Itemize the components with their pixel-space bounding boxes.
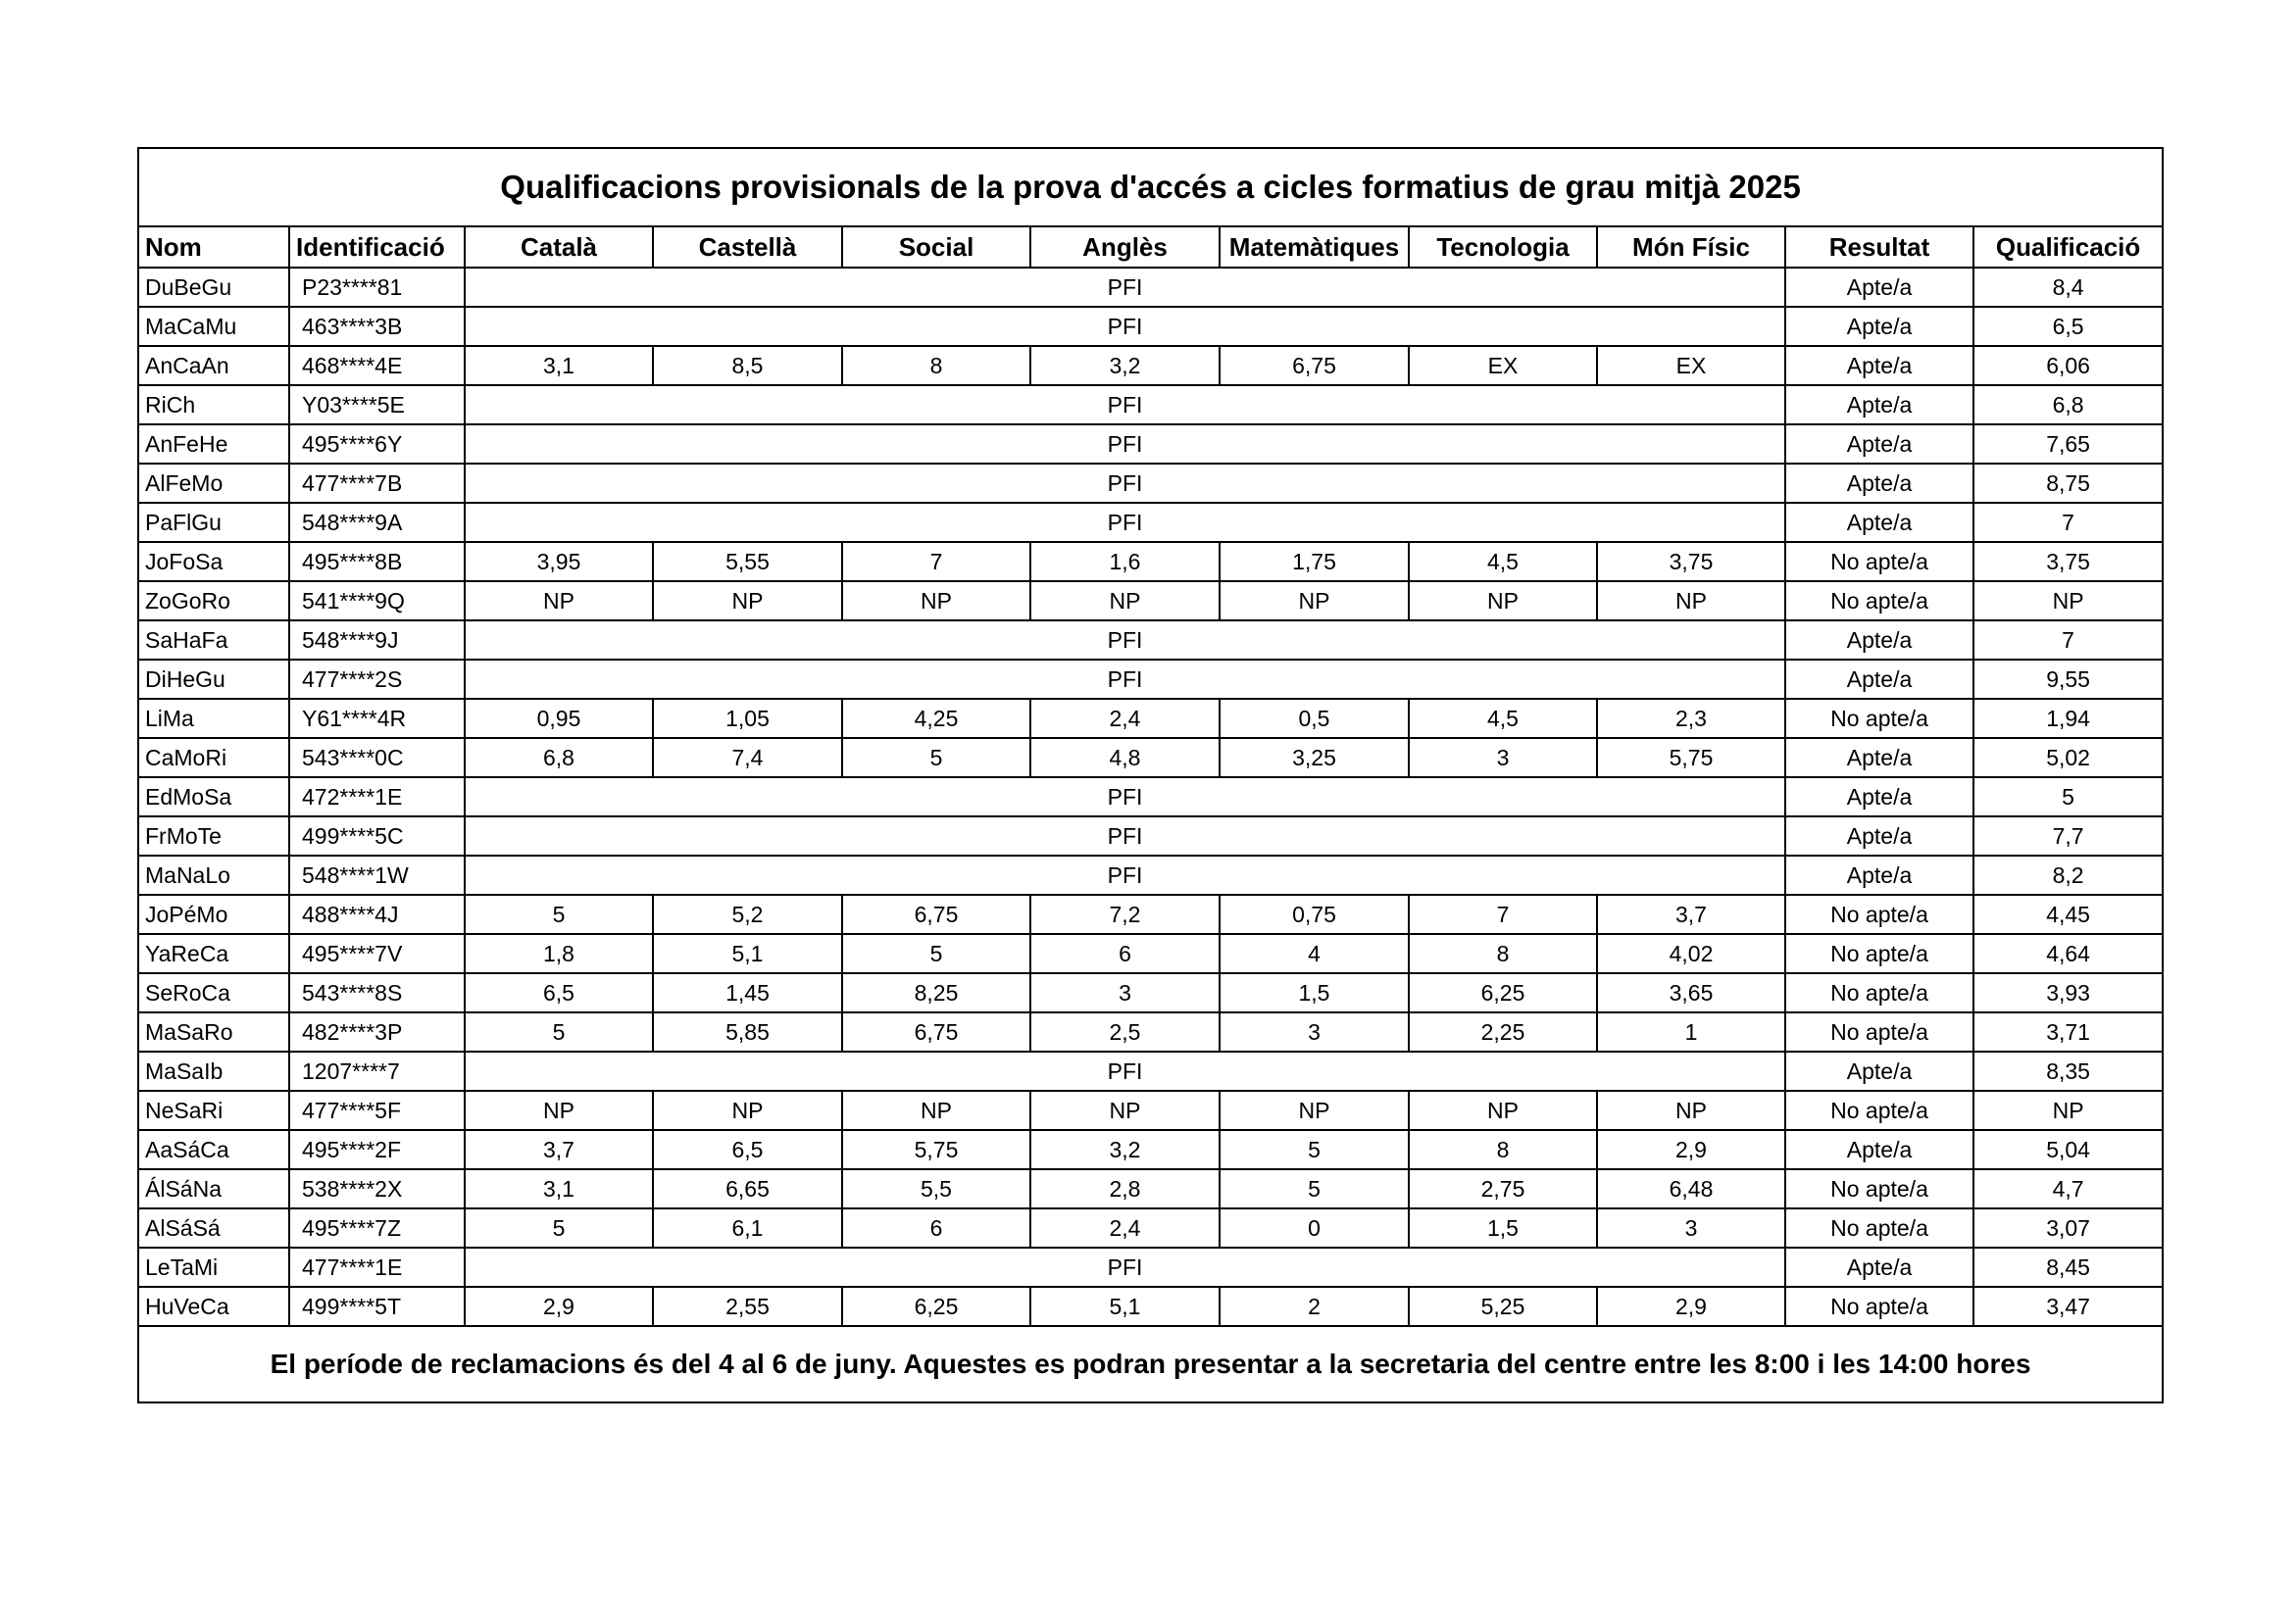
grade-cell: 6,75 — [1220, 346, 1409, 385]
pfi-cell: PFI — [465, 268, 1785, 307]
final-grade-cell: 8,2 — [1973, 856, 2163, 895]
table-row — [138, 1169, 2163, 1208]
grade-cell: 1,8 — [465, 934, 653, 973]
result-cell: Apte/a — [1785, 660, 1973, 699]
final-grade-cell: 1,94 — [1973, 699, 2163, 738]
table-row — [138, 1052, 2163, 1091]
student-id: 548****9A — [289, 503, 465, 542]
grade-cell: 6,65 — [653, 1169, 842, 1208]
grade-cell: 6,25 — [1409, 973, 1597, 1012]
grade-cell: NP — [1597, 1091, 1785, 1130]
grade-cell: EX — [1409, 346, 1597, 385]
table-row — [138, 699, 2163, 738]
column-header: Castellà — [653, 226, 842, 268]
grade-cell: 3,7 — [465, 1130, 653, 1169]
grades-table — [137, 147, 2164, 1403]
final-grade-cell: 4,7 — [1973, 1169, 2163, 1208]
column-header: Resultat — [1785, 226, 1973, 268]
final-grade-cell: 3,07 — [1973, 1208, 2163, 1248]
result-cell: No apte/a — [1785, 581, 1973, 620]
table-row — [138, 816, 2163, 856]
grade-cell: 2,55 — [653, 1287, 842, 1326]
student-name: LeTaMi — [138, 1248, 289, 1287]
table-row — [138, 934, 2163, 973]
column-header: Identificació — [289, 226, 465, 268]
grade-cell: 5,75 — [1597, 738, 1785, 777]
student-name: EdMoSa — [138, 777, 289, 816]
grade-cell: 3,65 — [1597, 973, 1785, 1012]
grade-cell: 4,02 — [1597, 934, 1785, 973]
final-grade-cell: 7 — [1973, 620, 2163, 660]
pfi-cell: PFI — [465, 307, 1785, 346]
pfi-cell: PFI — [465, 856, 1785, 895]
grade-cell: 5,75 — [842, 1130, 1030, 1169]
final-grade-cell: 9,55 — [1973, 660, 2163, 699]
grade-cell: 5,25 — [1409, 1287, 1597, 1326]
result-cell: Apte/a — [1785, 777, 1973, 816]
grade-cell: 4,5 — [1409, 542, 1597, 581]
final-grade-cell: 3,75 — [1973, 542, 2163, 581]
final-grade-cell: NP — [1973, 581, 2163, 620]
student-name: JoFoSa — [138, 542, 289, 581]
grade-cell: 2,8 — [1030, 1169, 1220, 1208]
table-row — [138, 346, 2163, 385]
result-cell: No apte/a — [1785, 1012, 1973, 1052]
result-cell: Apte/a — [1785, 503, 1973, 542]
column-header: Matemàtiques — [1220, 226, 1409, 268]
grade-cell: 6,75 — [842, 895, 1030, 934]
grade-cell: 2,4 — [1030, 1208, 1220, 1248]
grade-cell: 5 — [465, 895, 653, 934]
grade-cell: 2,9 — [1597, 1287, 1785, 1326]
grade-cell: 3,7 — [1597, 895, 1785, 934]
grade-cell: NP — [1409, 1091, 1597, 1130]
grade-cell: 3 — [1409, 738, 1597, 777]
pfi-cell: PFI — [465, 503, 1785, 542]
grade-cell: 3,1 — [465, 1169, 653, 1208]
grade-cell: 1,5 — [1220, 973, 1409, 1012]
pfi-cell: PFI — [465, 816, 1785, 856]
footer-note: El període de reclamacions és del 4 al 6 de juny. Aquestes es podran presentar a la secretaria del centre entre les 8:00 i les 14:00 hores — [138, 1326, 2163, 1402]
grade-cell: 3,1 — [465, 346, 653, 385]
grade-cell: 5,5 — [842, 1169, 1030, 1208]
grade-cell: 5 — [465, 1208, 653, 1248]
grade-cell: 2,5 — [1030, 1012, 1220, 1052]
student-id: 499****5C — [289, 816, 465, 856]
student-name: CaMoRi — [138, 738, 289, 777]
student-name: RiCh — [138, 385, 289, 424]
student-id: 543****8S — [289, 973, 465, 1012]
student-name: SeRoCa — [138, 973, 289, 1012]
final-grade-cell: 7,65 — [1973, 424, 2163, 464]
column-header: Català — [465, 226, 653, 268]
pfi-cell: PFI — [465, 385, 1785, 424]
student-name: YaReCa — [138, 934, 289, 973]
grade-cell: 5,55 — [653, 542, 842, 581]
student-name: AlSáSá — [138, 1208, 289, 1248]
table-row — [138, 1287, 2163, 1326]
result-cell: No apte/a — [1785, 1169, 1973, 1208]
grade-cell: 3 — [1030, 973, 1220, 1012]
result-cell: Apte/a — [1785, 268, 1973, 307]
result-cell: No apte/a — [1785, 1287, 1973, 1326]
student-id: 495****7V — [289, 934, 465, 973]
grade-cell: 6,48 — [1597, 1169, 1785, 1208]
final-grade-cell: 7 — [1973, 503, 2163, 542]
final-grade-cell: 5,02 — [1973, 738, 2163, 777]
grade-cell: 6,1 — [653, 1208, 842, 1248]
result-cell: Apte/a — [1785, 346, 1973, 385]
grade-cell: 3,25 — [1220, 738, 1409, 777]
student-id: 495****7Z — [289, 1208, 465, 1248]
student-id: P23****81 — [289, 268, 465, 307]
grade-cell: NP — [1030, 581, 1220, 620]
student-id: 548****9J — [289, 620, 465, 660]
grade-cell: 5,85 — [653, 1012, 842, 1052]
table-row — [138, 424, 2163, 464]
final-grade-cell: 5,04 — [1973, 1130, 2163, 1169]
grade-cell: 2,9 — [1597, 1130, 1785, 1169]
result-cell: No apte/a — [1785, 1208, 1973, 1248]
table-row — [138, 856, 2163, 895]
grade-cell: NP — [1030, 1091, 1220, 1130]
student-id: 468****4E — [289, 346, 465, 385]
grade-cell: 2,75 — [1409, 1169, 1597, 1208]
student-id: 495****8B — [289, 542, 465, 581]
result-cell: No apte/a — [1785, 934, 1973, 973]
result-cell: Apte/a — [1785, 1248, 1973, 1287]
student-id: 499****5T — [289, 1287, 465, 1326]
grade-cell: 5 — [465, 1012, 653, 1052]
student-name: ÁlSáNa — [138, 1169, 289, 1208]
table-row — [138, 385, 2163, 424]
grade-cell: 5,2 — [653, 895, 842, 934]
student-id: Y61****4R — [289, 699, 465, 738]
grade-cell: 4,5 — [1409, 699, 1597, 738]
grade-cell: 6,8 — [465, 738, 653, 777]
grade-cell: EX — [1597, 346, 1785, 385]
final-grade-cell: NP — [1973, 1091, 2163, 1130]
grade-cell: 7 — [842, 542, 1030, 581]
column-header: Nom — [138, 226, 289, 268]
final-grade-cell: 6,5 — [1973, 307, 2163, 346]
table-row — [138, 660, 2163, 699]
grade-cell: 6,25 — [842, 1287, 1030, 1326]
student-id: 477****2S — [289, 660, 465, 699]
student-id: 543****0C — [289, 738, 465, 777]
pfi-cell: PFI — [465, 620, 1785, 660]
table-row — [138, 1248, 2163, 1287]
student-id: 1207****7 — [289, 1052, 465, 1091]
final-grade-cell: 8,45 — [1973, 1248, 2163, 1287]
result-cell: Apte/a — [1785, 424, 1973, 464]
student-id: 482****3P — [289, 1012, 465, 1052]
grade-cell: 0,75 — [1220, 895, 1409, 934]
result-cell: Apte/a — [1785, 856, 1973, 895]
grade-cell: 0,95 — [465, 699, 653, 738]
result-cell: No apte/a — [1785, 699, 1973, 738]
table-row — [138, 542, 2163, 581]
grade-cell: 6,75 — [842, 1012, 1030, 1052]
grade-cell: 3 — [1597, 1208, 1785, 1248]
final-grade-cell: 6,8 — [1973, 385, 2163, 424]
grade-cell: NP — [653, 1091, 842, 1130]
table-row — [138, 307, 2163, 346]
table-row — [138, 1130, 2163, 1169]
grade-cell: 2,4 — [1030, 699, 1220, 738]
grade-cell: 5,1 — [653, 934, 842, 973]
grade-cell: 1,75 — [1220, 542, 1409, 581]
student-id: 477****5F — [289, 1091, 465, 1130]
grade-cell: 8 — [1409, 934, 1597, 973]
grade-cell: 3 — [1220, 1012, 1409, 1052]
result-cell: Apte/a — [1785, 620, 1973, 660]
grade-cell: 0 — [1220, 1208, 1409, 1248]
pfi-cell: PFI — [465, 1248, 1785, 1287]
final-grade-cell: 6,06 — [1973, 346, 2163, 385]
student-name: MaCaMu — [138, 307, 289, 346]
pfi-cell: PFI — [465, 660, 1785, 699]
grade-cell: 8,25 — [842, 973, 1030, 1012]
column-header: Anglès — [1030, 226, 1220, 268]
grade-cell: 6 — [1030, 934, 1220, 973]
table-row — [138, 1091, 2163, 1130]
student-name: DuBeGu — [138, 268, 289, 307]
student-id: 472****1E — [289, 777, 465, 816]
grade-cell: NP — [842, 581, 1030, 620]
table-row — [138, 1012, 2163, 1052]
result-cell: No apte/a — [1785, 542, 1973, 581]
grade-cell: NP — [465, 1091, 653, 1130]
student-name: FrMoTe — [138, 816, 289, 856]
result-cell: Apte/a — [1785, 1052, 1973, 1091]
final-grade-cell: 4,45 — [1973, 895, 2163, 934]
column-header: Qualificació — [1973, 226, 2163, 268]
grade-cell: 1,05 — [653, 699, 842, 738]
final-grade-cell: 7,7 — [1973, 816, 2163, 856]
grade-cell: 1,6 — [1030, 542, 1220, 581]
title-row — [138, 148, 2163, 226]
grade-cell: NP — [842, 1091, 1030, 1130]
grade-cell: 2,25 — [1409, 1012, 1597, 1052]
student-id: 477****7B — [289, 464, 465, 503]
grade-cell: NP — [1220, 581, 1409, 620]
grade-cell: 7,4 — [653, 738, 842, 777]
grade-cell: 1,45 — [653, 973, 842, 1012]
table-row — [138, 895, 2163, 934]
grade-cell: 5 — [1220, 1169, 1409, 1208]
table-row — [138, 464, 2163, 503]
pfi-cell: PFI — [465, 1052, 1785, 1091]
pfi-cell: PFI — [465, 464, 1785, 503]
final-grade-cell: 8,4 — [1973, 268, 2163, 307]
grade-cell: 0,5 — [1220, 699, 1409, 738]
grade-cell: 8,5 — [653, 346, 842, 385]
grade-cell: 8 — [842, 346, 1030, 385]
student-name: JoPéMo — [138, 895, 289, 934]
grade-cell: 5,1 — [1030, 1287, 1220, 1326]
student-name: AlFeMo — [138, 464, 289, 503]
final-grade-cell: 4,64 — [1973, 934, 2163, 973]
result-cell: No apte/a — [1785, 895, 1973, 934]
table-row — [138, 268, 2163, 307]
student-id: 495****6Y — [289, 424, 465, 464]
final-grade-cell: 8,35 — [1973, 1052, 2163, 1091]
student-name: MaSaIb — [138, 1052, 289, 1091]
grade-cell: 6,5 — [653, 1130, 842, 1169]
result-cell: Apte/a — [1785, 307, 1973, 346]
student-name: ZoGoRo — [138, 581, 289, 620]
student-id: 488****4J — [289, 895, 465, 934]
result-cell: Apte/a — [1785, 1130, 1973, 1169]
final-grade-cell: 3,71 — [1973, 1012, 2163, 1052]
column-header: Social — [842, 226, 1030, 268]
page-title: Qualificacions provisionals de la prova d'accés a cicles formatius de grau mitjà 2025 — [138, 148, 2163, 226]
grade-cell: 5 — [842, 934, 1030, 973]
student-name: SaHaFa — [138, 620, 289, 660]
final-grade-cell: 5 — [1973, 777, 2163, 816]
result-cell: No apte/a — [1785, 1091, 1973, 1130]
grade-cell: 3,75 — [1597, 542, 1785, 581]
grade-cell: 3,2 — [1030, 346, 1220, 385]
student-id: 541****9Q — [289, 581, 465, 620]
table-row — [138, 777, 2163, 816]
grade-cell: 7 — [1409, 895, 1597, 934]
student-name: AnFeHe — [138, 424, 289, 464]
grade-cell: 4,25 — [842, 699, 1030, 738]
table-row — [138, 581, 2163, 620]
table-row — [138, 973, 2163, 1012]
grade-cell: 3,95 — [465, 542, 653, 581]
pfi-cell: PFI — [465, 424, 1785, 464]
student-name: NeSaRi — [138, 1091, 289, 1130]
table-row — [138, 738, 2163, 777]
student-name: MaSaRo — [138, 1012, 289, 1052]
grade-cell: NP — [1409, 581, 1597, 620]
student-id: 495****2F — [289, 1130, 465, 1169]
result-cell: Apte/a — [1785, 385, 1973, 424]
table-row — [138, 503, 2163, 542]
grade-cell: 2,3 — [1597, 699, 1785, 738]
table-row — [138, 620, 2163, 660]
grade-cell: 5 — [1220, 1130, 1409, 1169]
grade-cell: 4 — [1220, 934, 1409, 973]
header-row — [138, 226, 2163, 268]
column-header: Món Físic — [1597, 226, 1785, 268]
grade-cell: 5 — [842, 738, 1030, 777]
student-id: 477****1E — [289, 1248, 465, 1287]
student-id: 548****1W — [289, 856, 465, 895]
grade-cell: 1 — [1597, 1012, 1785, 1052]
column-header: Tecnologia — [1409, 226, 1597, 268]
grade-cell: 1,5 — [1409, 1208, 1597, 1248]
grade-cell: 2 — [1220, 1287, 1409, 1326]
grade-cell: NP — [1597, 581, 1785, 620]
grade-cell: 8 — [1409, 1130, 1597, 1169]
student-name: AnCaAn — [138, 346, 289, 385]
student-id: 463****3B — [289, 307, 465, 346]
pfi-cell: PFI — [465, 777, 1785, 816]
grade-cell: 7,2 — [1030, 895, 1220, 934]
grade-cell: 6,5 — [465, 973, 653, 1012]
student-name: MaNaLo — [138, 856, 289, 895]
grade-cell: 6 — [842, 1208, 1030, 1248]
student-name: DiHeGu — [138, 660, 289, 699]
grade-cell: 2,9 — [465, 1287, 653, 1326]
result-cell: Apte/a — [1785, 464, 1973, 503]
final-grade-cell: 3,93 — [1973, 973, 2163, 1012]
footer-row — [138, 1326, 2163, 1402]
student-id: Y03****5E — [289, 385, 465, 424]
grade-cell: 3,2 — [1030, 1130, 1220, 1169]
student-name: LiMa — [138, 699, 289, 738]
result-cell: No apte/a — [1785, 973, 1973, 1012]
student-name: HuVeCa — [138, 1287, 289, 1326]
grade-cell: NP — [465, 581, 653, 620]
result-cell: Apte/a — [1785, 738, 1973, 777]
grade-cell: 4,8 — [1030, 738, 1220, 777]
student-name: AaSáCa — [138, 1130, 289, 1169]
student-name: PaFlGu — [138, 503, 289, 542]
grade-cell: NP — [1220, 1091, 1409, 1130]
student-id: 538****2X — [289, 1169, 465, 1208]
grade-cell: NP — [653, 581, 842, 620]
final-grade-cell: 8,75 — [1973, 464, 2163, 503]
result-cell: Apte/a — [1785, 816, 1973, 856]
final-grade-cell: 3,47 — [1973, 1287, 2163, 1326]
table-row — [138, 1208, 2163, 1248]
